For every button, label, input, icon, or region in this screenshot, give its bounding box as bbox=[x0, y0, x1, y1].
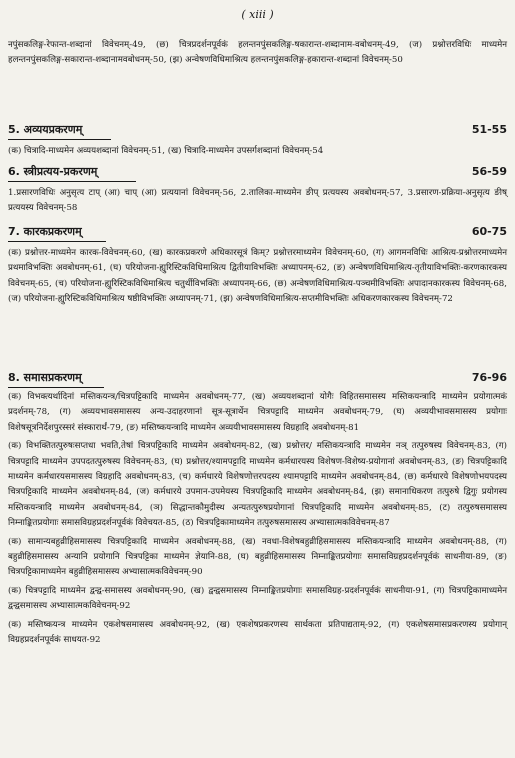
section-title: 7. कारकप्रकरणम् bbox=[8, 225, 82, 238]
section-paragraph: (क) मस्तिष्कयन्त्र माध्यमेन एकशेषसमासस्य अवबोधनम्-92, (ख) एकशेषप्रकरणस्य सार्थकता प्रतिपाद्यताम्-92, (ग) एकशेषसमासप्रकरणस्य प्रयोगान् विग्रहप्रदर्शनपूर्वकं साधयत-92 bbox=[8, 619, 507, 646]
section-page-range: 76-96 bbox=[471, 371, 507, 384]
section-page-range: 51-55 bbox=[471, 123, 507, 136]
section-heading bbox=[8, 370, 507, 386]
section-paragraph: 1.प्रसारणविधिः अनुसृत्य टाप् (आ) चाप् (आ) प्रत्ययानां विवेचनम्-56, 2.तालिका-माध्यमेन ङीप् प्रत्ययस्य अवबोधनम्-57, 3.प्रसारण-प्रक्रिया-अनुसृत्य ङीष् प्रत्ययस्य विवेचनम्-58 bbox=[8, 188, 507, 214]
section-underline bbox=[8, 181, 136, 182]
section-paragraph: (क) चित्रादि-माध्यमेन अव्ययशब्दानां विवेचनम्-51, (ख) चित्रादि-माध्यमेन उपसर्गशब्दानां विवेचनम्-54 bbox=[8, 146, 324, 156]
page-number: ( xiii ) bbox=[241, 8, 274, 21]
section-page-range: 56-59 bbox=[471, 165, 507, 178]
intro-paragraph: नपुंसकलिङ्ग-रेफान्त-शब्दानां विवेचनम्-49, (छ) चित्रप्रदर्शनपूर्वकं हलन्तनपुंसकलिङ्ग-षकारान्त-शब्दानाम-वबोधनम्-49, (ज) प्रश्नोत्तरविधिः माध्यमेन हलन्तनपुंसकलिङ्ग-सकारान्त-शब्दानामवबोधनम्-50, (झ) अन्वेषणविधिमाश्रित्य हलन्तनपुंसकलिङ्ग-हकारान्त-शब्दानां विवेचनम्-50 bbox=[8, 40, 507, 66]
section-items bbox=[8, 186, 507, 218]
section-title: 5. अव्ययप्रकरणम् bbox=[8, 123, 83, 136]
section-items bbox=[8, 390, 507, 649]
section-heading bbox=[8, 164, 507, 180]
section-page-range: 60-75 bbox=[471, 225, 507, 238]
section-paragraph: (क) विभक्तितत्पुरुषःसप्तधा भवति,तेषां चित्रपट्टिकादि माध्यमेन अवबोधनम्-82, (ख) प्रश्नोत्तर/ मस्तिकयन्त्रादि माध्यमेन नञ् तत्पुरुषस्य विवेचनम्-83, (ग) चित्रपट्टादि माध्यमेन उपपदतत्पुरुषस्य विवेचनम्-83, (घ) प्रश्नोत्तर/श्यामपट्टादि माध्यमेन कर्मधारयस्य विशेषण-विशेष्य-प्रयोगानां अवबोधनम्-83, (ङ) चित्रपट्टिकादि माध्यमेन कर्मधारयसमासस्य विग्रहादि अवबोधनम्-83, (च) कर्मधारये विशेषणोत्तरपदस्य श्यामपट्टादि माध्यमेन अवबोधनम्-84, (छ) कर्मधारये विशेषणोभयपदस्य चित्रपट्टिकादि माध्यमेन अवबोधनम्-84, (ज) कर्मधारये उपमान-उपमेयस्य चित्रपट्टिकादि माध्यमेन अवबोधनम्-84, (झ) समानाधिकरण तत्पुरुषे द्विगुः प्रयोगस्य मस्तिकयन्त्रादि माध्यमेन अवबोधनम्-84, (ञ) सिद्धान्तकौमुदीस्थ अन्यतत्पुरुषप्रयोगानां चित्रपट्टिकादि माध्यमेन अवबोधनम्-85, (ट) तत्पुरुषसमासस्य निम्नाङ्कितप्रयोगाः समासविग्रहप्रदर्शनपूर्वकं विवेचयत-85, (ठ) चित्रपट्टिकामाध्यमेन तत्पुरुषसमासस्य अभ्यासात्मकविवेचनम्-87 bbox=[8, 441, 507, 529]
section-heading bbox=[8, 122, 507, 138]
section-heading bbox=[8, 224, 507, 240]
section-title: 6. स्त्रीप्रत्यय-प्रकरणम् bbox=[8, 165, 98, 178]
section-items bbox=[8, 246, 507, 309]
section-items bbox=[8, 144, 507, 160]
intro-block bbox=[8, 38, 507, 69]
section-underline bbox=[8, 387, 104, 388]
section-paragraph: (क) चित्रपट्टादि माध्यमेन द्वन्द्व-समासस्य अवबोधनम्-90, (ख) द्वन्द्वसमासस्य निम्नाङ्कितप्रयोगाः समासविग्रह-प्रदर्शनपूर्वकं साधनीया-91, (ग) चित्रपट्टिकामाध्यमेन द्वन्द्वसमासस्य अभ्यासात्मकविवेचनम्-92 bbox=[8, 585, 507, 612]
section-underline bbox=[8, 139, 111, 140]
section-paragraph: (क) प्रश्नोत्तर-माध्यमेन कारक-विवेचनम्-60, (ख) कारकप्रकरणे अधिकारसूत्रं किम्? प्रश्नोत्तरमाध्यमेन विवेचनम्-60, (ग) आगमनविधिः आश्रित्य-प्रश्नोत्तरमाध्यमेन प्रथमाविभक्तिः अवबोधनम्-61, (घ) परियोजना-ह्युरिस्टिकविधिमाश्रित्य द्वितीयाविभक्तिः अध्यापनम्-62, (ङ) अन्वेषणविधिमाश्रित्य-तृतीयाविभक्तिः-करणकारकस्य विवेचनम्-65, (च) परियोजना-ह्युरिस्टिकविधिमाश्रित्य चतुर्थीविभक्तिः अध्यापनम्-66, (छ) अन्वेषणविधिमाश्रित्य-पञ्चमीविभक्तिः अपादानकारकस्य विवेचनम्-68, (ज) परियोजना-ह्युरिस्टिकविधिमाश्रित्य षष्ठीविभक्तिः अध्यापनम्-71, (झ) अन्वेषणविधिमाश्रित्य-सप्तमीविभक्तिः अधिकरणकारकस्य विवेचनम्-72 bbox=[8, 248, 507, 305]
section-title: 8. समासप्रकरणम् bbox=[8, 371, 82, 384]
section-paragraph: (क) सामान्यबहुव्रीहिसमासस्य चित्रपट्टिकादि माध्यमेन अवबोधनम्-88, (ख) नवधा-विशेषबहुव्रीहिसमासस्य मस्तिकयन्त्रादि माध्यमेन अवबोधनम्-88, (ग) बहुव्रीहिसमासस्य अन्यानि प्रयोगानि चित्रपट्टिका माध्यमेन ज्ञेयानि-88, (घ) बहुव्रीहिसमासस्य निम्नाङ्कितप्रयोगाः समासविग्रहप्रदर्शनपूर्वकं साधनीया-89, (ङ) चित्रपट्टिकामाध्यमेन बहुव्रीहिसमासस्य अभ्यासात्मकविवेचनम्-90 bbox=[8, 536, 507, 578]
section-paragraph: (क) विभक्त्यर्थादिनां मस्तिकयन्त्र/चित्रपट्टिकादि माध्यमेन अवबोधनम्-77, (ख) अव्ययशब्दानां योगैः विहितसमासस्य मस्तिकयन्त्रादि माध्यमेन प्रयोगात्मकं प्रदर्शनम्-78, (ग) अव्ययभावसमासस्य अन्य-उदाहरणानां सूत्र-सूत्रार्थेन चित्रपट्टादि माध्यमेन अवबोधनम्-79, (घ) अव्ययीभावसमासस्य प्रयोगाः विशेषसूत्रनिर्देशपुरस्सरं संस्कारार्थं-79, (ङ) मस्तिष्कयन्त्रादि माध्यमेन अव्ययीभावसमासस्य विग्रहादि अवबोधनम्-81 bbox=[8, 392, 507, 433]
section-underline bbox=[8, 241, 106, 242]
